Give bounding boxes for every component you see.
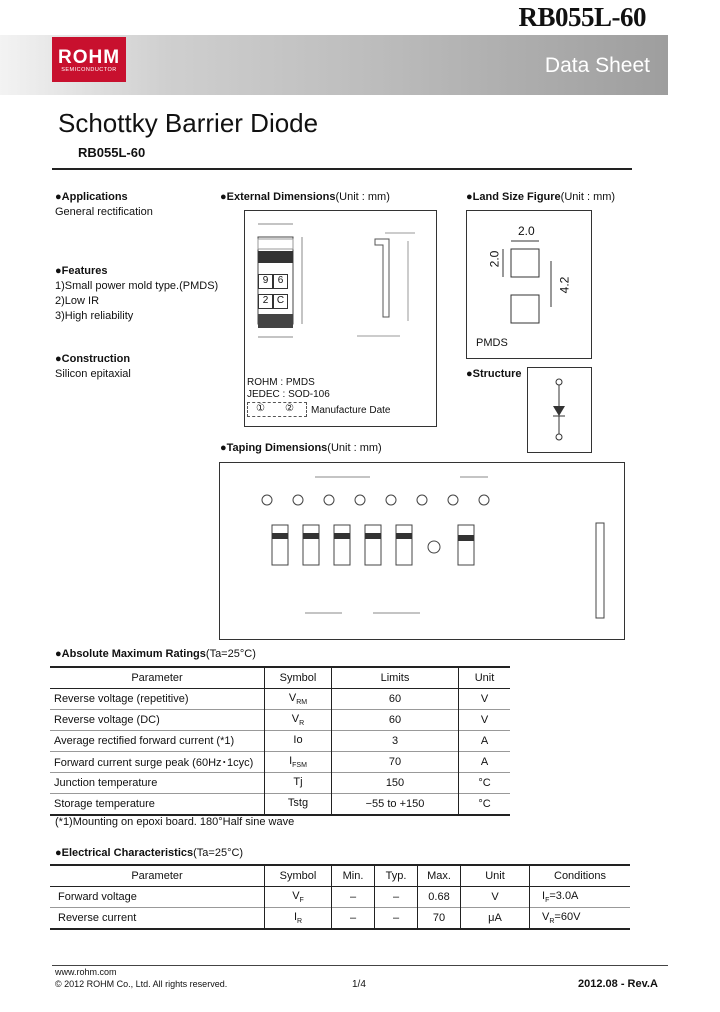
limit-cell: −55 to +150 [332,794,459,816]
limit-cell: 3 [332,731,459,752]
footer-copyright: © 2012 ROHM Co., Ltd. All rights reserved. [55,979,228,989]
elec-table [50,864,630,930]
sprocket-hole [386,495,396,505]
mfg-date-label: Manufacture Date [311,405,391,416]
sprocket-hole [448,495,458,505]
mark-box: 2 [258,294,273,309]
column-header: Conditions [530,865,631,887]
param-cell: Storage temperature [50,794,265,816]
column-header: Symbol [265,865,332,887]
column-header: Max. [418,865,461,887]
param-cell: Reverse voltage (repetitive) [50,689,265,710]
pocket-band [458,535,474,541]
structure-figure [527,367,592,453]
construction-text: Silicon epitaxial [55,368,131,380]
pocket-band [365,533,381,539]
max-cell: 70 [418,908,461,930]
table-row [50,731,510,752]
unit-cell: V [459,710,511,731]
applications-text: General rectification [55,206,153,218]
tape-pocket [458,525,474,565]
mark-box: C [273,294,288,309]
taping-heading: ●Taping Dimensions(Unit : mm) [220,442,382,454]
symbol-cell: $V_{RM}$ [265,689,332,710]
column-header: Unit [461,865,530,887]
abs-max-table [50,666,510,816]
symbol-cell: Tj [265,773,332,794]
construction-heading: ●Construction [55,353,131,365]
structure-heading: ●Structure [466,368,522,380]
title-rule [52,168,632,170]
pocket-band [396,533,412,539]
unit-cell: A [459,731,511,752]
footer-rule [52,965,668,966]
diode-symbol [528,368,591,452]
page-subtitle: RB055L-60 [78,145,146,160]
table-row [50,908,630,930]
unit-cell: μA [461,908,530,930]
typ-cell: – [375,908,418,930]
land-heading: ●Land Size Figure(Unit : mm) [466,191,616,203]
condition-cell: $I_F=3.0A$ [530,887,631,908]
rohm-logo [52,37,126,82]
abs-max-heading: ●Absolute Maximum Ratings(Ta=25°C) [55,648,256,660]
max-cell: 0.68 [418,887,461,908]
param-cell: Reverse current [50,908,265,930]
symbol-cell: $I_{FSM}$ [265,752,332,773]
unit-cell: V [459,689,511,710]
page-title: Schottky Barrier Diode [58,108,319,138]
symbol-cell: $V_R$ [265,710,332,731]
min-cell: – [332,887,375,908]
column-header: Limits [332,667,459,689]
package-line: ROHM : PMDS [247,377,315,388]
column-header: Unit [459,667,511,689]
limit-cell: 60 [332,689,459,710]
sprocket-hole [262,495,272,505]
tape-pocket [365,525,381,565]
sprocket-hole [428,541,440,553]
features-heading: ●Features [55,265,108,277]
symbol-cell: Tstg [265,794,332,816]
package-line: JEDEC : SOD-106 [247,389,330,400]
column-header: Typ. [375,865,418,887]
pocket-band [272,533,288,539]
table-row [50,710,510,731]
feature-item: 1)Small power mold type.(PMDS) [55,280,219,292]
column-header: Min. [332,865,375,887]
footer-url[interactable]: www.rohm.com [55,967,117,977]
mfg-date-box [247,402,307,417]
unit-cell: °C [459,794,511,816]
symbol-cell: Io [265,731,332,752]
sprocket-hole [417,495,427,505]
land-package: PMDS [476,337,508,349]
limit-cell: 150 [332,773,459,794]
unit-cell: °C [459,773,511,794]
feature-item: 2)Low IR [55,295,100,307]
logo-text: ROHM [57,47,121,68]
param-cell: Forward voltage [50,887,265,908]
param-cell: Junction temperature [50,773,265,794]
tape-pocket [396,525,412,565]
param-cell: Reverse voltage (DC) [50,710,265,731]
pocket-band [303,533,319,539]
taping-figure [219,462,625,640]
revision: 2012.08 - Rev.A [578,978,658,990]
tape-pocket [334,525,350,565]
sprocket-hole [324,495,334,505]
table-row [50,887,630,908]
sprocket-hole [293,495,303,505]
taping-drawing [220,463,624,639]
limit-cell: 60 [332,710,459,731]
applications-heading: ●Applications [55,191,128,203]
pocket-band [334,533,350,539]
feature-item: 3)High reliability [55,310,134,322]
external-heading: ●External Dimensions(Unit : mm) [220,191,390,203]
param-cell: Average rectified forward current (*1) [50,731,265,752]
table-row [50,752,510,773]
column-header: Parameter [50,865,265,887]
mark-box: 6 [273,274,288,289]
table-row [50,689,510,710]
land-dim-height: 2.0 [487,250,502,268]
mfg-code-1: ① [256,403,265,414]
condition-cell: $V_R=60V$ [530,908,631,930]
land-dim-span: 4.2 [557,276,572,294]
limit-cell: 70 [332,752,459,773]
doc-type: Data Sheet [544,54,650,77]
typ-cell: – [375,887,418,908]
logo-subtext: SEMICONDUCTOR [61,67,117,73]
min-cell: – [332,908,375,930]
symbol-cell: $V_F$ [265,887,332,908]
param-cell: Forward current surge peak (60Hz･1cyc) [50,752,265,773]
unit-cell: A [459,752,511,773]
unit-cell: V [461,887,530,908]
page-number: 1/4 [352,979,366,990]
table-row [50,794,510,816]
part-number-header: RB055L-60 [518,2,646,32]
symbol-cell: $I_R$ [265,908,332,930]
tape-pocket [303,525,319,565]
table-row [50,773,510,794]
abs-max-note: (*1)Mounting on epoxi board. 180°Half sine wave [55,816,295,828]
tape-pocket [272,525,288,565]
column-header: Parameter [50,667,265,689]
land-dim-width: 2.0 [518,224,535,238]
mfg-code-2: ② [285,403,294,414]
sprocket-hole [355,495,365,505]
sprocket-hole [479,495,489,505]
column-header: Symbol [265,667,332,689]
elec-heading: ●Electrical Characteristics(Ta=25°C) [55,847,244,859]
mark-box: 9 [258,274,273,289]
tape-section [596,523,604,618]
